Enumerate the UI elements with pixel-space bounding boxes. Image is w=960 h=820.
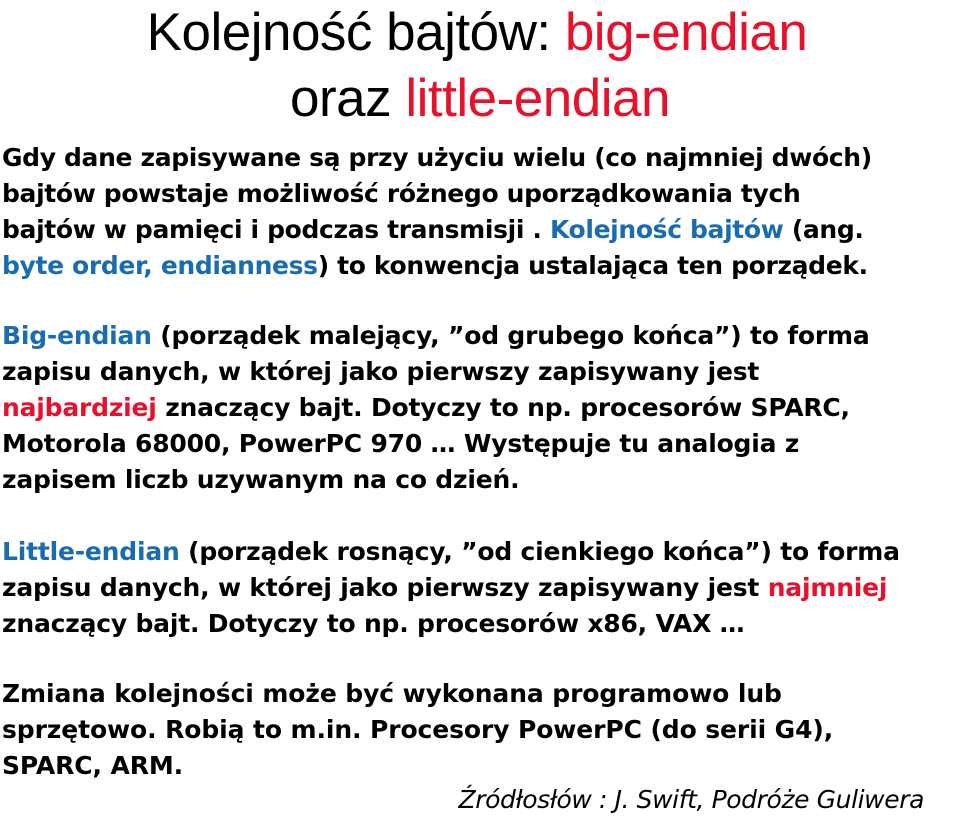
paragraph-conversion xyxy=(2,676,960,784)
text-line: najbardziej znaczący bajt. Dotyczy to np. procesorów SPARC, xyxy=(2,393,850,422)
title-text: Kolejność bajtów: xyxy=(146,3,565,62)
text-line: znaczący bajt. Dotyczy to np. procesorów x86, VAX … xyxy=(2,609,745,638)
text-line: Gdy dane zapisywane są przy użyciu wielu (co najmniej dwóch) xyxy=(2,143,872,172)
text-line: zapisu danych, w której jako pierwszy zapisywany jest xyxy=(2,357,760,386)
paragraph-big-endian xyxy=(2,318,960,498)
term-big-endian: Big-endian xyxy=(2,321,152,350)
slide-title-line-2 xyxy=(0,68,960,130)
paragraph-definition xyxy=(2,140,960,284)
source-citation: Źródłosłów : J. Swift, Podróże Guliwera xyxy=(458,785,924,814)
term-least-significant: najmniej xyxy=(767,573,888,602)
term-little-endian: Little-endian xyxy=(2,537,180,566)
term-byte-order-en: byte order, endianness xyxy=(2,251,318,280)
text-line: SPARC, ARM. xyxy=(2,751,184,780)
text-line: zapisu danych, w której jako pierwszy zapisywany jest najmniej xyxy=(2,573,888,602)
title-accent-big-endian: big-endian xyxy=(564,3,808,62)
term-most-significant: najbardziej xyxy=(2,393,157,422)
title-text: oraz xyxy=(290,69,406,128)
slide-title-line-1 xyxy=(0,2,957,64)
text-line: byte order, endianness) to konwencja ustalająca ten porządek. xyxy=(2,251,868,280)
text-line: bajtów w pamięci i podczas transmisji . Kolejność bajtów (ang. xyxy=(2,215,864,244)
text-line: zapisem liczb uzywanym na co dzień. xyxy=(2,465,520,494)
text-line: Zmiana kolejności może być wykonana programowo lub xyxy=(2,679,782,708)
text-line: sprzętowo. Robią to m.in. Procesory PowerPC (do serii G4), xyxy=(2,715,834,744)
text-line: bajtów powstaje możliwość różnego uporządkowania tych xyxy=(2,179,801,208)
text-line: Big-endian (porządek malejący, ”od grubego końca”) to forma xyxy=(2,321,870,350)
text-line: Motorola 68000, PowerPC 970 … Występuje tu analogia z xyxy=(2,429,800,458)
title-accent-little-endian: little-endian xyxy=(405,69,670,128)
term-byte-order-pl: Kolejność bajtów xyxy=(549,215,784,244)
paragraph-little-endian xyxy=(2,534,960,642)
text-line: Little-endian (porządek rosnący, ”od cienkiego końca”) to forma xyxy=(2,537,900,566)
